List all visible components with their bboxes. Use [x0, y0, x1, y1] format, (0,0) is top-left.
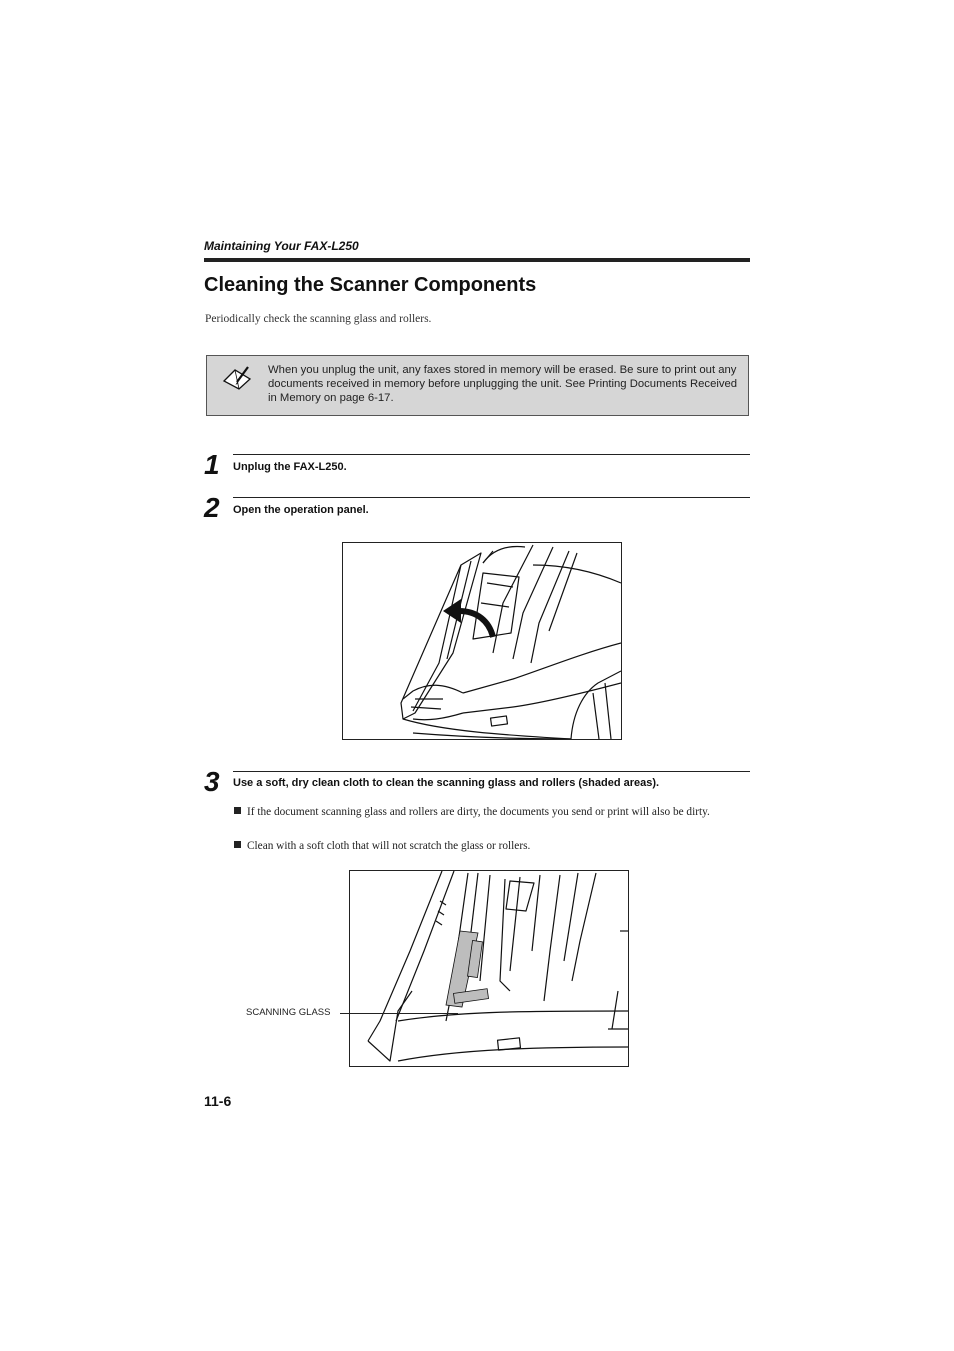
header-rule: [204, 258, 750, 262]
step-text: Open the operation panel.: [233, 504, 369, 516]
step-rule: [233, 454, 750, 455]
step-number: 3: [204, 766, 220, 797]
intro-text: Periodically check the scanning glass and rollers.: [205, 313, 432, 325]
bullet-text: If the document scanning glass and rollers are dirty, the documents you send or print will also be dirty.: [247, 806, 710, 818]
bullet-square-icon: [234, 807, 241, 814]
section-header: Maintaining Your FAX-L250: [204, 239, 359, 253]
figure-scanning-glass: [349, 870, 629, 1067]
figure-open-panel: [342, 542, 622, 740]
step-rule: [233, 497, 750, 498]
page-title: Cleaning the Scanner Components: [204, 274, 537, 296]
step-number: 2: [204, 492, 220, 523]
bullet-square-icon: [234, 841, 241, 848]
bullet-item: [234, 806, 744, 819]
step-text: Use a soft, dry clean cloth to clean the scanning glass and rollers (shaded areas).: [233, 777, 660, 789]
callout-label-scanning-glass: SCANNING GLASS: [246, 1007, 331, 1018]
step-rule: [233, 771, 750, 772]
note-text: When you unplug the unit, any faxes stored in memory will be erased. Be sure to print out any documents received in memory before unplugging the unit. See Printing Documents Received in Memory on page 6-17.: [268, 364, 738, 404]
page-number: 11-6: [204, 1093, 232, 1109]
step-text: Unplug the FAX-L250.: [233, 461, 347, 473]
bullet-text: Clean with a soft cloth that will not scratch the glass or rollers.: [247, 840, 531, 852]
step-number: 1: [204, 449, 220, 480]
note-pencil-icon: [221, 365, 253, 391]
note-box: [206, 355, 749, 416]
callout-leader-line: [340, 1013, 458, 1014]
bullet-item: [234, 840, 744, 853]
